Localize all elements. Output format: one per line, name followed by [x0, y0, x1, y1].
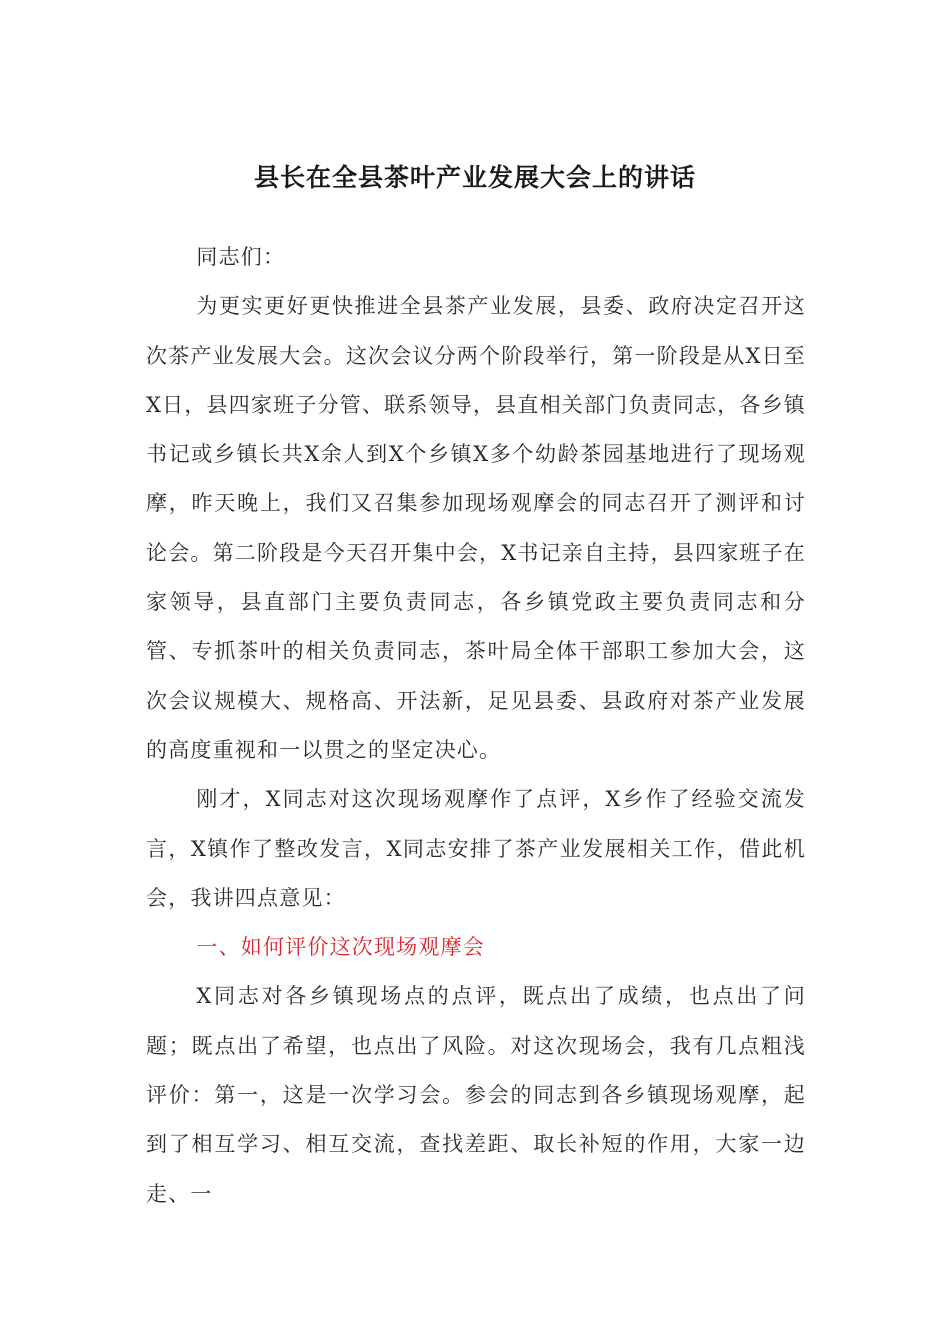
section-heading: 一、如何评价这次现场观摩会 [196, 935, 485, 960]
salutation: 同志们： [196, 245, 286, 269]
document-body [146, 233, 806, 1219]
paragraph-1: 为更实更好更快推进全县茶产业发展，县委、政府决定召开这次茶产业发展大会。这次会议分两个阶段举行，第一阶段是从X日至X日，县四家班子分管、联系领导，县直相关部门负责同志，各乡镇书记或乡镇长共X余人到X个乡镇X多个幼龄茶园基地进行了现场观摩，昨天晚上，我们又召集参加现场观摩会的同志召开了测评和讨论会。第二阶段是今天召开集中会，X书记亲自主持，县四家班子在家领导，县直部门主要负责同志，各乡镇党政主要负责同志和分管、专抓茶叶的相关负责同志，茶叶局全体干部职工参加大会，这次会议规模大、规格高、开法新，足见县委、县政府对茶产业发展的高度重视和一以贯之的坚定决心。 [146, 294, 806, 762]
section-paragraph: X同志对各乡镇现场点的点评，既点出了成绩，也点出了问题；既点出了希望，也点出了风险。对这次现场会，我有几点粗浅评价：第一，这是一次学习会。参会的同志到各乡镇现场观摩，起到了相互学习、相互交流，查找差距、取长补短的作用，大家一边走、一 [146, 984, 806, 1206]
paragraph-2: 刚才，X同志对这次现场观摩作了点评，X乡作了经验交流发言，X镇作了整改发言，X同志安排了茶产业发展相关工作，借此机会，我讲四点意见： [146, 787, 806, 910]
document-title: 县长在全县茶叶产业发展大会上的讲话 [253, 163, 696, 192]
